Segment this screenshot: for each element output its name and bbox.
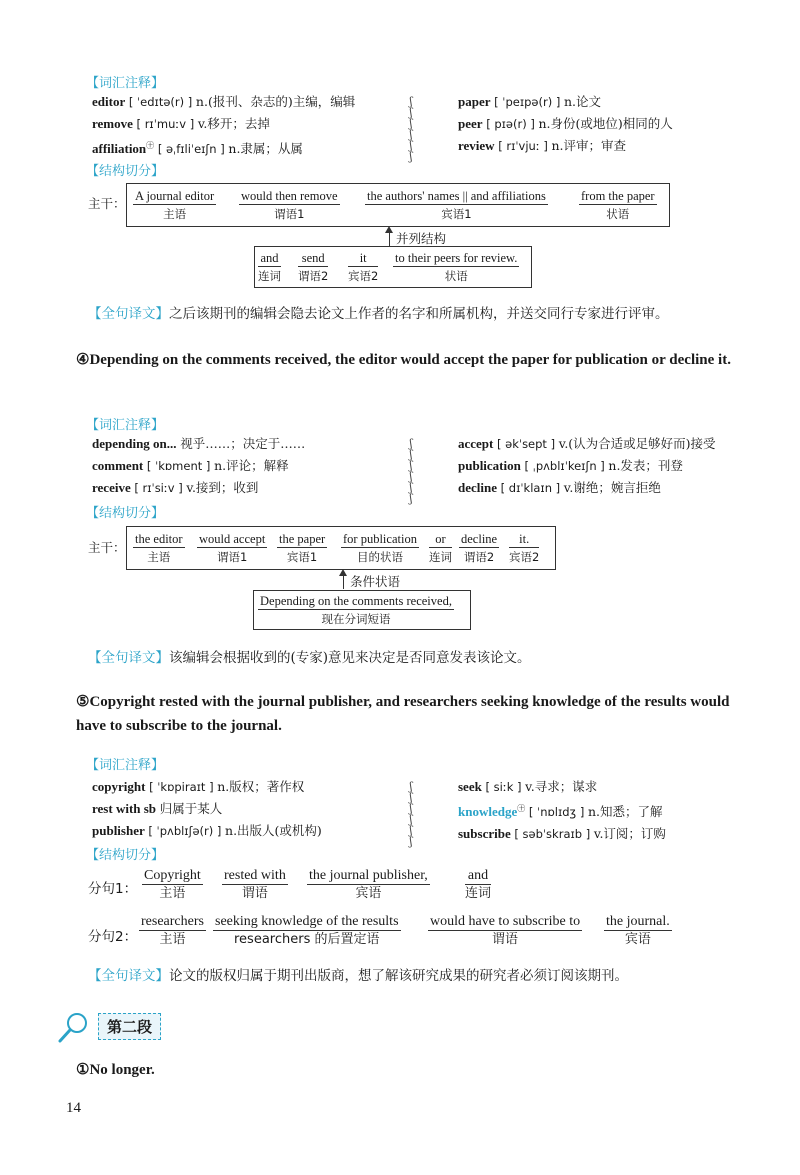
- main-clause-box: [126, 183, 670, 227]
- magnifier-icon: [56, 1010, 92, 1046]
- arrow-label: 并列结构: [396, 231, 447, 246]
- vocab-list-right: [458, 776, 666, 845]
- segment: the editor 主语: [135, 532, 183, 564]
- main-clause-label: 主干：: [88, 540, 126, 555]
- vocab-entry: paper [ ˈpeɪpə(r) ] n.论文: [458, 94, 602, 109]
- main-clause-box: [126, 526, 556, 570]
- arrow-line: [343, 575, 344, 589]
- segment: researchers 主语: [141, 914, 204, 947]
- divider-squiggle: ʃ ʃ ʃ ʃ ʃ ʃ: [409, 437, 413, 505]
- sentence-4: ④Depending on the comments received, the editor would accept the paper for publication or decline it.: [76, 352, 731, 368]
- segment: rested with 谓语: [224, 868, 286, 901]
- vocab-label: 【词汇注释】: [86, 76, 165, 91]
- segment: the authors' names || and affiliations 宾语1: [367, 189, 546, 221]
- segment: the journal publisher, 宾语: [309, 868, 428, 901]
- page-number: 14: [66, 1100, 81, 1116]
- structure-label: 【结构切分】: [86, 848, 165, 863]
- vocab-list-left: [92, 91, 355, 160]
- segment: the paper 宾语1: [279, 532, 326, 564]
- main-clause-label: 主干：: [88, 196, 126, 211]
- segment: and 连词: [258, 251, 281, 283]
- segment: send 谓语2: [298, 251, 329, 283]
- segment: and 连词: [465, 868, 492, 901]
- vocab-entry: review [ rɪˈvjuː ] n.评审；审查: [458, 138, 627, 153]
- vocab-entry: copyright [ ˈkɒpiraɪt ] n.版权；著作权: [92, 779, 305, 794]
- clause1-label: 分句1：: [88, 881, 138, 897]
- sentence-5: ⑤Copyright rested with the journal publisher, and researchers seeking knowledge of the results would have to subscribe to the journal.: [76, 694, 730, 734]
- vocab-entry: knowledge$^㊉$ [ ˈnɒlɪdʒ ] n.知悉；了解: [458, 804, 663, 820]
- section-title: 第二段: [98, 1013, 161, 1040]
- segment: A journal editor 主语: [135, 189, 215, 221]
- vocab-entry: remove [ rɪˈmuːv ] v.移开；去掉: [92, 116, 270, 131]
- segment: the journal. 宾语: [606, 914, 670, 947]
- vocab-label: 【词汇注释】: [86, 758, 165, 773]
- arrow-line: [389, 232, 390, 246]
- divider-squiggle: ʃ ʃ ʃ ʃ ʃ ʃ: [409, 95, 413, 163]
- vocab-entry: editor [ ˈedɪtə(r) ] n.(报刊、杂志的)主编，编辑: [92, 94, 356, 109]
- vocab-list-left: [92, 433, 305, 499]
- vocab-entry: peer [ pɪə(r) ] n.身份(或地位)相同的人: [458, 116, 673, 131]
- full-translation: 【全句译文】该编辑会根据收到的(专家)意见来决定是否同意发表该论文。: [88, 650, 531, 666]
- segment: Depending on the comments received, 现在分词短语: [260, 594, 452, 626]
- sentence-1: ①No longer.: [76, 1062, 155, 1078]
- structure-label: 【结构切分】: [86, 506, 165, 521]
- segment: it 宾语2: [348, 251, 379, 283]
- sub-clause-box: [254, 246, 532, 288]
- vocab-list-left: [92, 776, 322, 842]
- vocab-list-right: [458, 91, 673, 157]
- segment: would have to subscribe to 谓语: [430, 914, 581, 947]
- vocab-entry: rest with sb 归属于某人: [92, 801, 223, 816]
- vocab-entry: publication [ ˌpʌblɪˈkeɪʃn ] n.发表；刊登: [458, 458, 683, 473]
- vocab-label: 【词汇注释】: [86, 418, 165, 433]
- segment: from the paper 状语: [581, 189, 655, 221]
- full-translation: 【全句译文】论文的版权归属于期刊出版商，想了解该研究成果的研究者必须订阅该期刊。: [88, 968, 628, 984]
- structure-label: 【结构切分】: [86, 164, 165, 179]
- segment: it. 宾语2: [509, 532, 540, 564]
- segment: seeking knowledge of the results researchers 的后置定语: [215, 914, 399, 947]
- segment: would accept 谓语1: [199, 532, 266, 564]
- segment: would then remove 谓语1: [241, 189, 338, 221]
- segment: or 连词: [429, 532, 452, 564]
- vocab-entry: comment [ ˈkɒment ] n.评论；解释: [92, 458, 289, 473]
- vocab-entry: depending on... 视乎……；决定于……: [92, 436, 306, 451]
- divider-squiggle: ʃ ʃ ʃ ʃ ʃ ʃ: [409, 780, 413, 848]
- full-translation: 【全句译文】之后该期刊的编辑会隐去论文上作者的名字和所属机构，并送交同行专家进行评审。: [88, 306, 669, 322]
- vocab-entry: publisher [ ˈpʌblɪʃə(r) ] n.出版人(或机构): [92, 823, 322, 838]
- segment: to their peers for review. 状语: [395, 251, 518, 283]
- sub-clause-box: [253, 590, 471, 630]
- clause2-label: 分句2：: [88, 929, 138, 945]
- vocab-entry: receive [ rɪˈsiːv ] v.接到；收到: [92, 480, 259, 495]
- vocab-entry: affiliation$^㊉$ [ əˌfɪliˈeɪʃn ] n.隶属；从属: [92, 141, 303, 157]
- vocab-entry: accept [ əkˈsept ] v.(认为合适或足够好而)接受: [458, 436, 716, 451]
- vocab-entry: subscribe [ səbˈskraɪb ] v.订阅；订购: [458, 826, 666, 842]
- vocab-entry: seek [ siːk ] v.寻求；谋求: [458, 779, 598, 794]
- segment: decline 谓语2: [461, 532, 498, 564]
- arrow-label: 条件状语: [350, 574, 401, 589]
- vocab-list-right: [458, 433, 716, 499]
- vocab-entry: decline [ dɪˈklaɪn ] v.谢绝；婉言拒绝: [458, 480, 661, 495]
- segment: Copyright 主语: [144, 868, 201, 901]
- segment: for publication 目的状语: [343, 532, 417, 564]
